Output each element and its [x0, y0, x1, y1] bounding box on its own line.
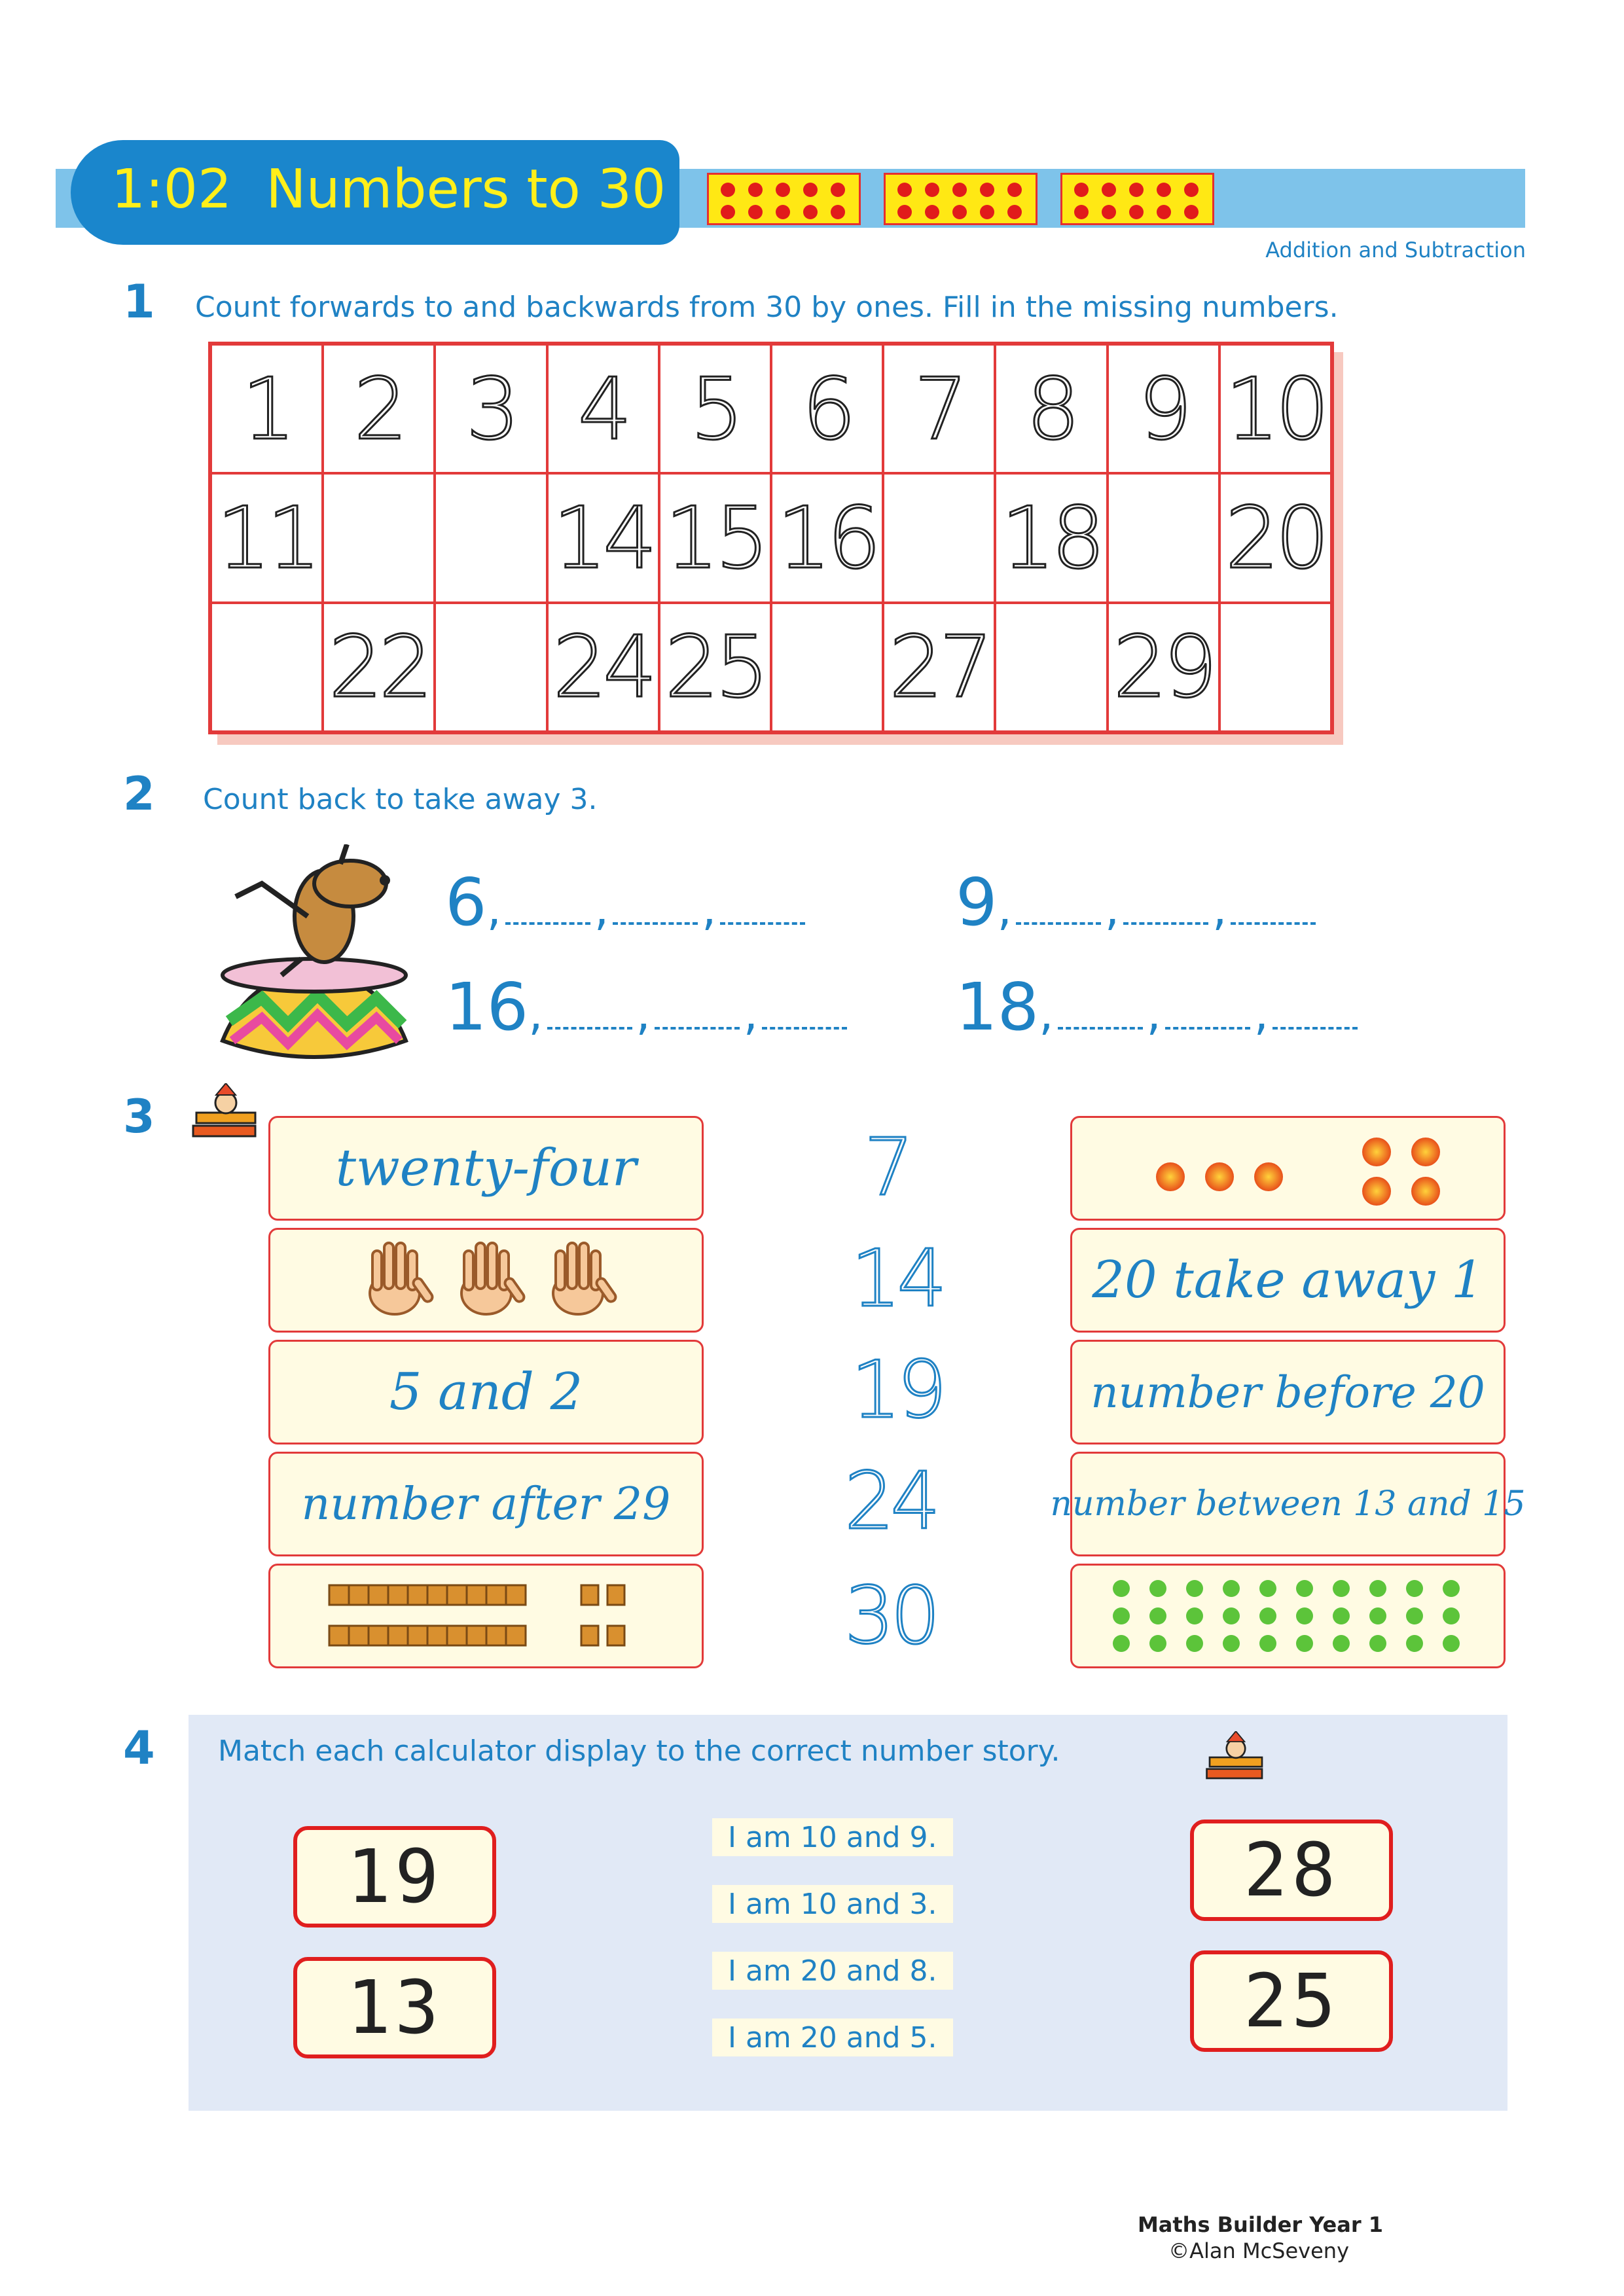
green-dot — [1223, 1580, 1240, 1597]
grid-cell[interactable] — [435, 603, 547, 732]
card-number-after-29: number after 29 — [268, 1452, 704, 1556]
green-dots-icon — [1092, 1570, 1485, 1662]
dot — [1184, 183, 1199, 197]
grid-cell: 14 — [547, 473, 659, 602]
card-seven-dots — [1070, 1116, 1506, 1221]
middle-number-30: 30 — [844, 1571, 937, 1662]
green-dot — [1296, 1580, 1313, 1597]
dot — [897, 183, 912, 197]
green-dot — [1149, 1580, 1166, 1597]
green-dot — [1149, 1607, 1166, 1624]
green-dot — [1149, 1635, 1166, 1652]
dot — [1074, 183, 1089, 197]
card-twenty-four: twenty-four — [268, 1116, 704, 1221]
green-dot — [1186, 1607, 1203, 1624]
dot — [721, 205, 735, 219]
orange-dots-icon — [1125, 1126, 1452, 1211]
green-dot — [1186, 1635, 1203, 1652]
green-dot — [1443, 1580, 1460, 1597]
green-dot — [1259, 1607, 1276, 1624]
grid-cell[interactable] — [771, 603, 883, 732]
calculator-display-19: 19 — [293, 1826, 496, 1928]
grid-cell: 27 — [883, 603, 995, 732]
dot — [1184, 205, 1199, 219]
green-dot — [1113, 1635, 1130, 1652]
countback-16: 16, , , — [445, 969, 851, 1045]
question-1-instruction: Count forwards to and backwards from 30 by ones. Fill in the missing numbers. — [195, 291, 1339, 324]
card-three-hands — [268, 1228, 704, 1333]
dot — [952, 205, 967, 219]
grid-cell[interactable] — [883, 473, 995, 602]
hands-icon — [349, 1238, 624, 1323]
dot — [925, 183, 939, 197]
grid-cell: 8 — [995, 344, 1107, 473]
grid-cell: 25 — [659, 603, 771, 732]
grid-cell[interactable] — [1219, 603, 1331, 732]
grid-cell: 24 — [547, 603, 659, 732]
green-dot — [1369, 1607, 1386, 1624]
green-dot — [1369, 1580, 1386, 1597]
dot — [1074, 205, 1089, 219]
green-dot — [1259, 1635, 1276, 1652]
grid-cell: 15 — [659, 473, 771, 602]
dot — [776, 183, 790, 197]
grid-cell[interactable] — [1108, 473, 1219, 602]
grid-cell: 6 — [771, 344, 883, 473]
dot — [980, 183, 994, 197]
page-title — [111, 157, 666, 223]
grid-cell: 29 — [1108, 603, 1219, 732]
green-dot — [1296, 1607, 1313, 1624]
calculator-display-13: 13 — [293, 1957, 496, 2058]
green-dot — [1333, 1580, 1350, 1597]
grid-cell: 4 — [547, 344, 659, 473]
green-dot — [1333, 1635, 1350, 1652]
middle-number-14: 14 — [851, 1234, 943, 1325]
grid-cell: 18 — [995, 473, 1107, 602]
green-dot — [1113, 1607, 1130, 1624]
story-10-and-9: I am 10 and 9. — [712, 1818, 953, 1856]
countback-18: 18, , , — [956, 969, 1362, 1045]
green-dot — [1223, 1635, 1240, 1652]
story-10-and-3: I am 10 and 3. — [712, 1885, 953, 1923]
grid-cell: 10 — [1219, 344, 1331, 473]
dot — [1007, 205, 1022, 219]
grid-cell[interactable] — [435, 473, 547, 602]
question-4-instruction: Match each calculator display to the correct number story. — [218, 1734, 1060, 1768]
green-dot — [1406, 1635, 1423, 1652]
grid-cell: 7 — [883, 344, 995, 473]
grid-cell: 20 — [1219, 473, 1331, 602]
green-dot — [1113, 1580, 1130, 1597]
green-dot — [1296, 1635, 1313, 1652]
dot — [721, 183, 735, 197]
countback-6: 6, , , — [445, 864, 809, 941]
middle-number-7: 7 — [864, 1122, 911, 1213]
dot — [831, 205, 845, 219]
dot-card-1 — [707, 173, 861, 225]
green-dot — [1406, 1607, 1423, 1624]
footer-book-title: Maths Builder Year 1 — [1137, 2212, 1383, 2237]
grid-cell: 3 — [435, 344, 547, 473]
base-ten-blocks-icon — [316, 1573, 657, 1659]
dot — [980, 205, 994, 219]
question-1-number: 1 — [123, 275, 155, 329]
green-dot — [1406, 1580, 1423, 1597]
grid-cell: 22 — [323, 603, 435, 732]
question-4-number: 4 — [123, 1721, 155, 1775]
dot — [1157, 205, 1171, 219]
middle-number-24: 24 — [844, 1456, 937, 1547]
green-dot — [1443, 1635, 1460, 1652]
question-2-instruction: Count back to take away 3. — [203, 783, 598, 816]
grid-cell[interactable] — [995, 603, 1107, 732]
number-grid — [208, 342, 1334, 734]
story-20-and-5: I am 20 and 5. — [712, 2018, 953, 2056]
grid-cell[interactable] — [211, 603, 323, 732]
lesson-title: Numbers to 30 — [266, 158, 666, 221]
mouse-on-drum-icon — [209, 844, 425, 1067]
card-number-before-20: number before 20 — [1070, 1340, 1506, 1444]
grid-cell[interactable] — [323, 473, 435, 602]
matching-activity-icon-2 — [1203, 1731, 1269, 1784]
dot — [748, 205, 763, 219]
grid-cell: 16 — [771, 473, 883, 602]
calculator-display-28: 28 — [1190, 1820, 1393, 1921]
dot — [748, 183, 763, 197]
dot — [1129, 183, 1144, 197]
dot — [803, 183, 818, 197]
question-2-number: 2 — [123, 767, 155, 821]
grid-cell: 5 — [659, 344, 771, 473]
dot — [925, 205, 939, 219]
strand-label: Addition and Subtraction — [1265, 238, 1526, 262]
dot — [831, 183, 845, 197]
matching-activity-icon — [190, 1083, 262, 1142]
dot — [803, 205, 818, 219]
dot — [897, 205, 912, 219]
dot — [1129, 205, 1144, 219]
dot — [776, 205, 790, 219]
dot-card-3 — [1060, 173, 1214, 225]
dot — [952, 183, 967, 197]
green-dot — [1369, 1635, 1386, 1652]
card-5-and-2: 5 and 2 — [268, 1340, 704, 1444]
grid-cell: 11 — [211, 473, 323, 602]
dot — [1007, 183, 1022, 197]
grid-cell: 9 — [1108, 344, 1219, 473]
card-20-take-away-1: 20 take away 1 — [1070, 1228, 1506, 1333]
grid-cell: 2 — [323, 344, 435, 473]
question-3-number: 3 — [123, 1090, 155, 1143]
dot — [1157, 183, 1171, 197]
dot-card-2 — [884, 173, 1038, 225]
green-dot — [1333, 1607, 1350, 1624]
green-dot — [1443, 1607, 1460, 1624]
dot — [1102, 205, 1116, 219]
card-thirty-dots — [1070, 1564, 1506, 1668]
green-dot — [1223, 1607, 1240, 1624]
green-dot — [1259, 1580, 1276, 1597]
story-20-and-8: I am 20 and 8. — [712, 1952, 953, 1990]
middle-number-19: 19 — [851, 1345, 943, 1436]
calculator-display-25: 25 — [1190, 1950, 1393, 2052]
footer-author: ©Alan McSeveny — [1168, 2238, 1349, 2263]
green-dot — [1186, 1580, 1203, 1597]
card-number-between-13-and-15: number between 13 and 15 — [1070, 1452, 1506, 1556]
dot — [1102, 183, 1116, 197]
countback-9: 9, , , — [956, 864, 1320, 941]
card-base-ten-blocks — [268, 1564, 704, 1668]
lesson-code: 1:02 — [111, 158, 232, 221]
grid-cell: 1 — [211, 344, 323, 473]
